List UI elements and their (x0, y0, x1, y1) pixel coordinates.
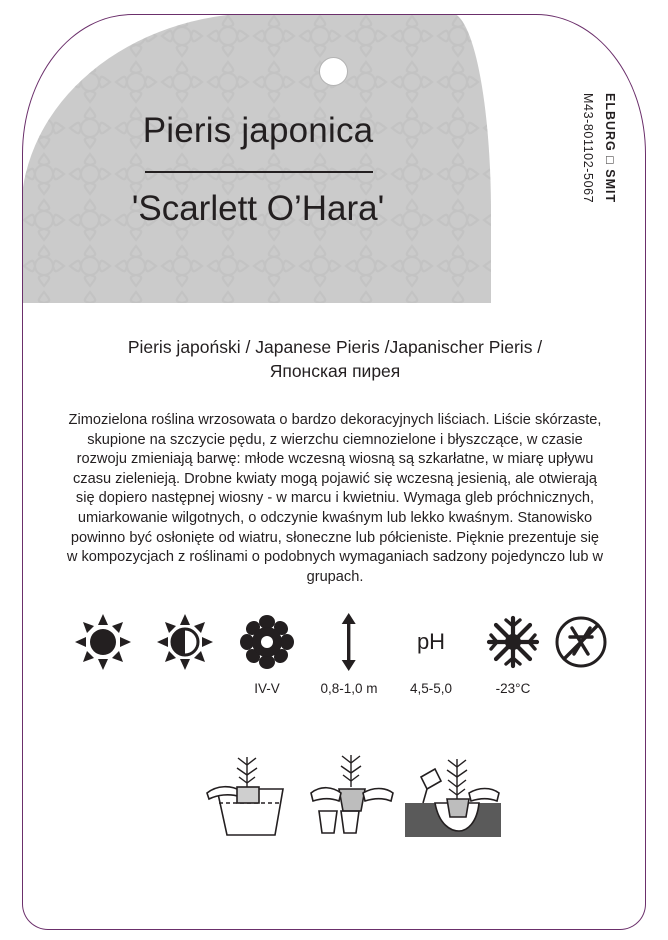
flower-icon-svg (240, 615, 294, 669)
care-icon-frost-label: -23°C (495, 681, 531, 696)
floral-pattern-background (22, 14, 491, 303)
common-names-line-1: Pieris japoński / Japanese Pieris /Japanischer Pieris / (127, 337, 543, 357)
care-icon-frost (475, 613, 551, 696)
care-icon-ph (393, 613, 469, 696)
ph-icon-text: pH (416, 629, 446, 654)
planting-instructions (201, 731, 501, 841)
description-text: Zimozielona roślina wrzosowata o bardzo dekoracyjnych liściach. Liście skórzaste, skupione na szczycie pędu, z wierzchu ciemnozielone i błyszczące, w czasie rozwoju zmieniają barwę: młode wczesną wiosną są szkarłatne, w miarę upływu czasu zielenieją. Drobne kwiaty mogą pojawić się wczesną jesienią, ale otwierają się dopiero następnej wiosny - w marcu i kwietniu. Wymaga gleb próchnicznych, umiarkowanie wilgotnych, o odczynie kwaśnym lub lekko kwaśnym. Stanowisko powinno być osłonięte od wiatru, słoneczne lub półcieniste. Pięknie prezentuje się w kompozycjach z roślinami o podobnych wymaganiach sadzony pojedynczo lub w grupach. (66, 412, 604, 585)
care-icon-no-pruning (543, 613, 619, 681)
height-arrow-icon-svg (336, 613, 362, 671)
planting-step-plant-in-hole (405, 731, 501, 841)
care-icon-row (65, 613, 605, 713)
cultivar-name: 'Scarlett O’Hara' (131, 189, 385, 228)
footer-blank-area (23, 839, 645, 929)
no-pruning-icon (543, 613, 619, 671)
care-icon-ph-label: 4,5-5,0 (409, 681, 453, 696)
no-pruning-icon-svg (554, 615, 608, 669)
flower-icon (229, 613, 305, 671)
plant-label-card (22, 14, 646, 930)
planting-step-remove-pot (303, 731, 399, 841)
height-arrow-icon (311, 613, 387, 671)
full-sun-icon-svg (75, 614, 131, 670)
partial-sun-icon (147, 613, 223, 671)
divider (145, 171, 373, 173)
punch-hole-icon (319, 57, 348, 86)
common-names (61, 335, 609, 383)
care-icon-full-sun (65, 613, 141, 681)
snowflake-icon-svg (486, 615, 540, 669)
ph-icon (393, 613, 469, 671)
page-title: Pieris japonica (142, 111, 374, 150)
planting-step-plant-in-hole-svg (405, 731, 501, 841)
full-sun-icon (65, 613, 141, 671)
planting-step-soak-rootball-svg (201, 731, 297, 841)
care-icon-height-label: 0,8-1,0 m (320, 681, 378, 696)
common-names-line-2: Японская пирея (269, 361, 401, 381)
care-icon-flowering-label: IV-V (254, 681, 280, 696)
partial-sun-icon-svg (157, 614, 213, 670)
header-band (22, 14, 491, 303)
frost-hardiness-snowflake-icon (475, 613, 551, 671)
care-icon-partial-sun (147, 613, 223, 681)
planting-step-soak-rootball (201, 731, 297, 841)
care-icon-flowering (229, 613, 305, 696)
care-icon-height (311, 613, 387, 696)
article-number: M43-801102-5067 (581, 93, 595, 204)
brand-name: ELBURG □ SMIT (603, 93, 617, 204)
planting-step-remove-pot-svg (303, 731, 399, 841)
